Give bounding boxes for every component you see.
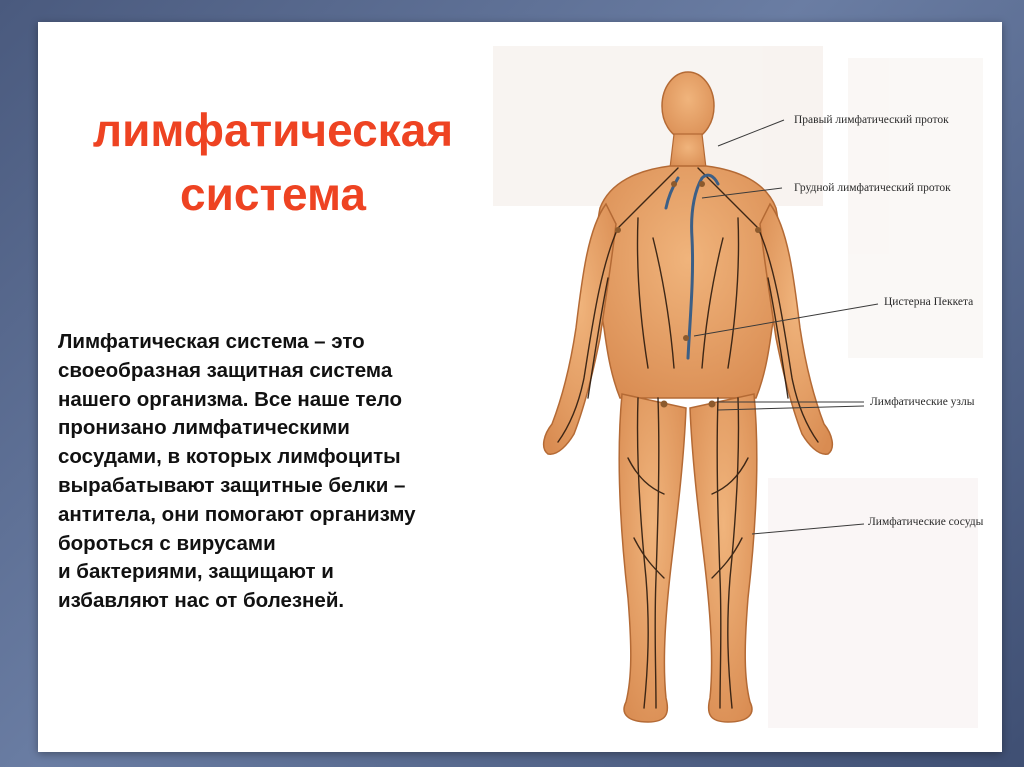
description-text: Лимфатическая система – это своеобразная защитная система нашего организма. Все наше тело пронизано лимфатическими сосудами, в которых лимфоциты вырабатывают защитные белки – антитела, они помогают организму бороться с вирусами и бактериями, защищают и избавляют нас от болезней. <box>58 330 416 613</box>
title-line-2: система <box>180 168 366 220</box>
body-illustration <box>488 38 988 738</box>
slide <box>38 22 1002 752</box>
label-right-lymph-duct: Правый лимфатический проток <box>794 114 949 126</box>
label-thoracic-duct: Грудной лимфатический проток <box>794 182 951 194</box>
title-line-1: лимфатическая <box>92 104 454 156</box>
label-lymph-nodes: Лимфатические узлы <box>870 396 975 408</box>
label-lymph-vessels: Лимфатические сосуды <box>868 516 984 528</box>
label-cisterna-pecquet: Цистерна Пеккета <box>884 296 974 308</box>
slide-title <box>38 98 508 226</box>
lymphatic-diagram <box>488 38 988 738</box>
